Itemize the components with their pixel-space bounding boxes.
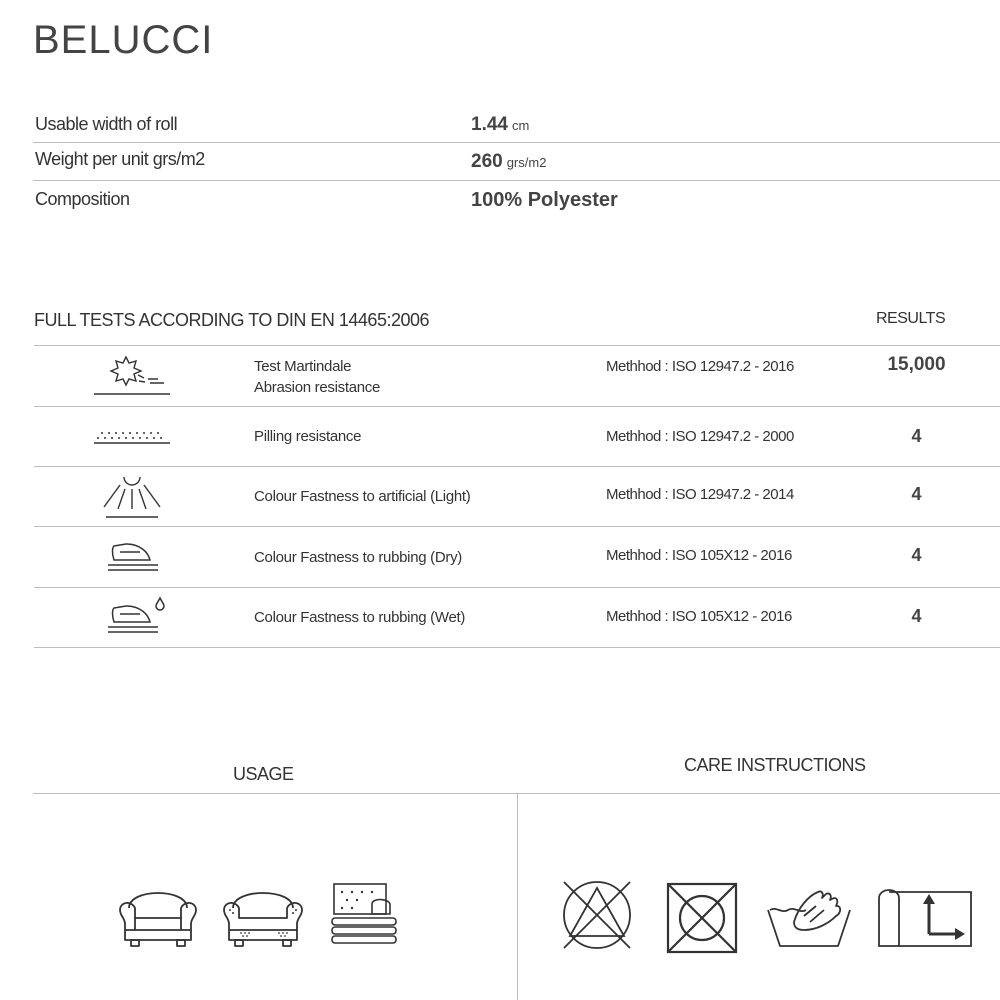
fabric-stack-icon xyxy=(328,880,402,952)
test-method: Methhod : ISO 105X12 - 2016 xyxy=(606,547,792,564)
spec-value xyxy=(471,151,546,173)
section-divider xyxy=(517,794,518,1000)
do-not-tumble-dry-icon xyxy=(664,880,740,956)
test-row-rubbing-dry xyxy=(34,527,1000,588)
test-row-light xyxy=(34,466,1000,527)
test-method: Methhod : ISO 105X12 - 2016 xyxy=(606,608,792,625)
spec-row-composition xyxy=(33,180,1000,220)
test-result: 4 xyxy=(911,426,922,446)
hand-wash-icon xyxy=(764,886,854,952)
usage-heading: USAGE xyxy=(233,764,294,784)
page-title: BELUCCI xyxy=(33,18,214,62)
test-row-pilling xyxy=(34,406,1000,467)
spec-unit: grs/m2 xyxy=(506,155,547,170)
spec-number: 260 xyxy=(471,151,503,172)
armchair-icon xyxy=(117,880,199,950)
spec-label: Weight per unit grs/m2 xyxy=(35,149,205,169)
test-name-line: Test Martindale xyxy=(254,358,352,375)
test-result: 4 xyxy=(911,484,922,504)
test-row-abrasion xyxy=(34,346,1000,407)
spec-row-width xyxy=(33,104,1000,143)
spec-row-weight xyxy=(33,142,1000,181)
results-heading: RESULTS xyxy=(876,310,946,327)
pilling-icon xyxy=(92,411,176,461)
spec-number: 1.44 xyxy=(471,114,508,135)
test-method: Methhod : ISO 12947.2 - 2016 xyxy=(606,358,794,375)
spec-value: 100% Polyester xyxy=(471,189,618,211)
test-result: 4 xyxy=(911,545,922,565)
test-method: Methhod : ISO 12947.2 - 2014 xyxy=(606,486,794,503)
spec-value xyxy=(471,114,529,136)
tests-heading: FULL TESTS ACCORDING TO DIN EN 14465:2006 xyxy=(34,310,429,330)
test-name: Colour Fastness to rubbing (Wet) xyxy=(254,609,466,626)
test-result: 4 xyxy=(911,606,922,626)
roll-direction-icon xyxy=(873,884,975,954)
test-name: Pilling resistance xyxy=(254,428,362,445)
test-name-line: Abrasion resistance xyxy=(254,379,381,396)
care-heading: CARE INSTRUCTIONS xyxy=(684,755,866,775)
test-name: Colour Fastness to artificial (Light) xyxy=(254,488,471,505)
do-not-bleach-icon xyxy=(558,876,636,954)
abrasion-icon xyxy=(92,351,176,401)
test-result: 15,000 xyxy=(887,354,946,375)
test-row-rubbing-wet xyxy=(34,587,1000,648)
rubbing-wet-icon xyxy=(92,592,176,642)
test-name: Colour Fastness to rubbing (Dry) xyxy=(254,549,462,566)
spec-label: Usable width of roll xyxy=(35,114,178,134)
test-method: Methhod : ISO 12947.2 - 2000 xyxy=(606,428,794,445)
rubbing-dry-icon xyxy=(92,532,176,582)
upholstered-armchair-icon xyxy=(221,880,305,950)
test-name xyxy=(254,356,380,398)
light-fastness-icon xyxy=(92,471,176,521)
spec-unit: cm xyxy=(511,118,530,133)
spec-label: Composition xyxy=(35,189,130,209)
